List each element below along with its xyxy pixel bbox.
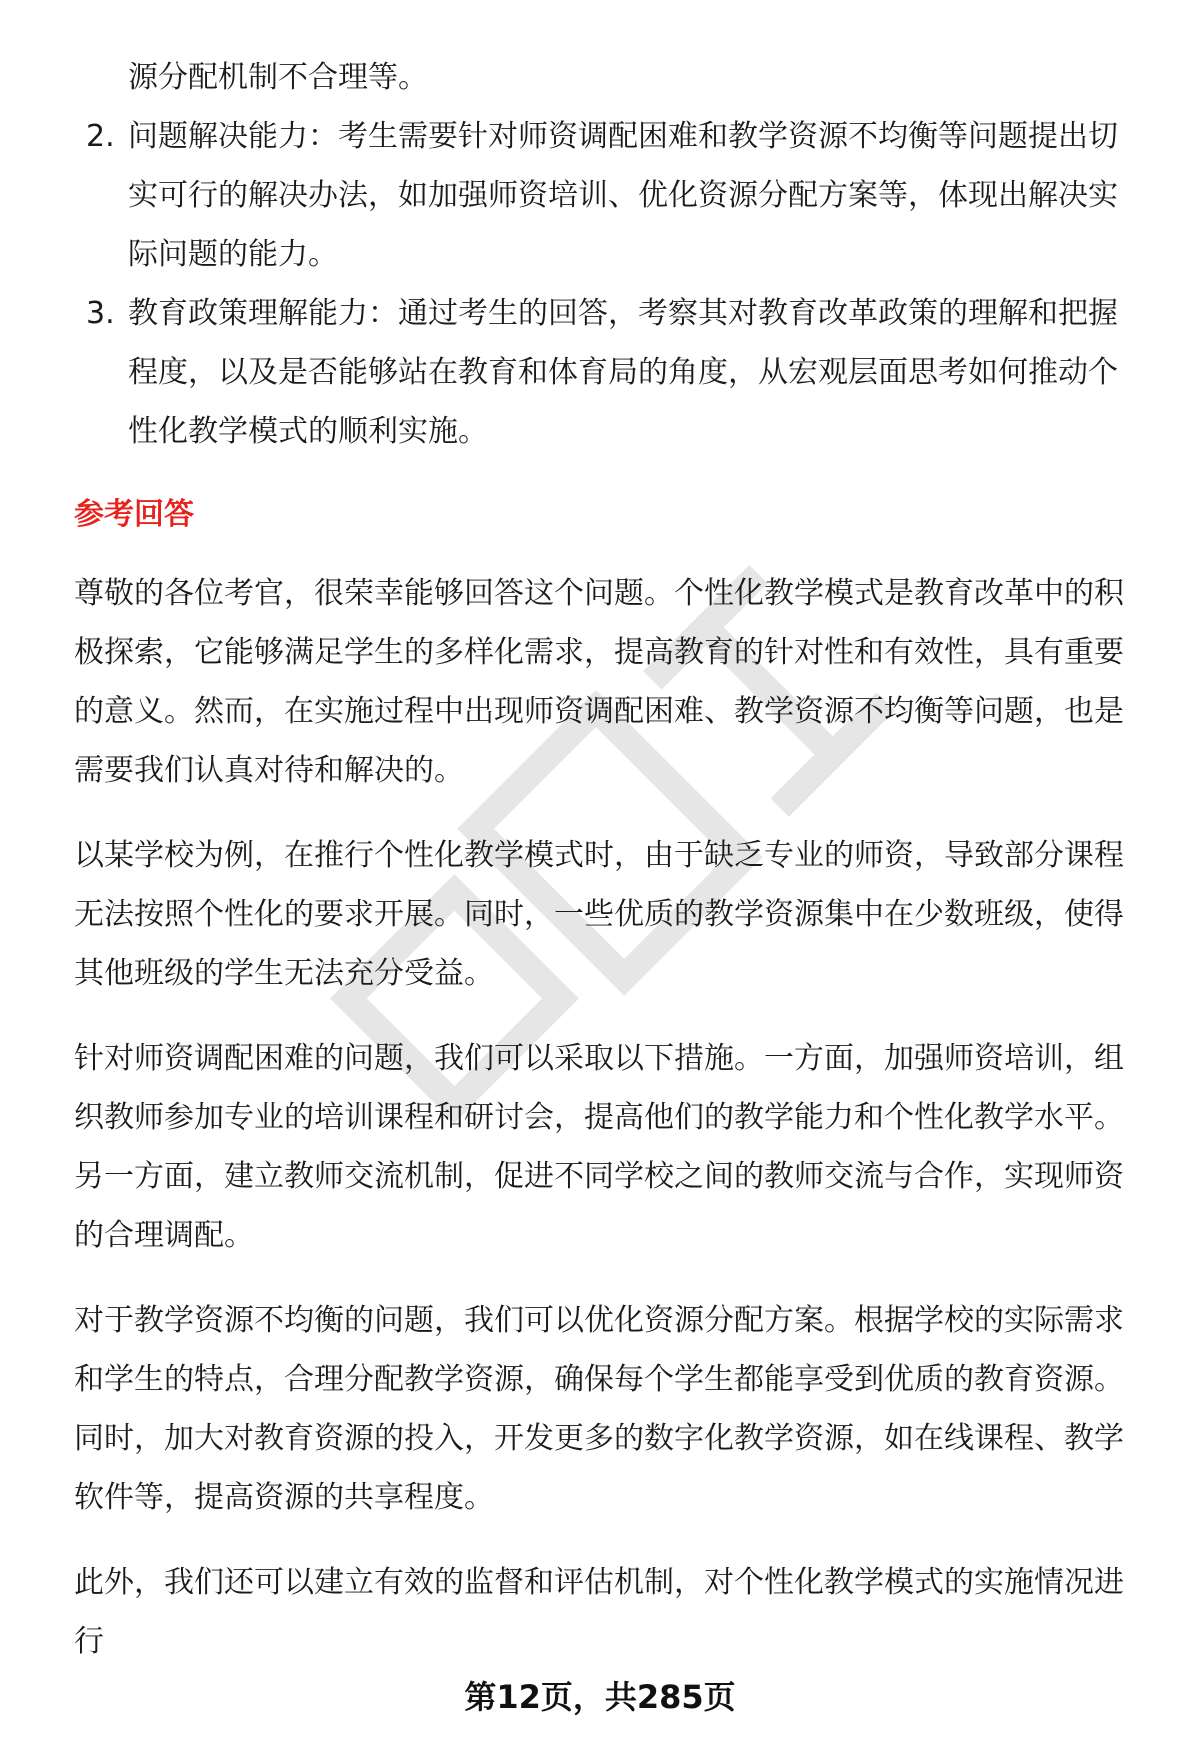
list-item	[74, 107, 1144, 284]
list-item-text: 教育政策理解能力：通过考生的回答，考察其对教育改革政策的理解和把握程度，以及是否能够站在教育和体育局的角度，从宏观层面思考如何推动个性化教学模式的顺利实施。	[128, 296, 1118, 449]
paragraph: 对于教学资源不均衡的问题，我们可以优化资源分配方案。根据学校的实际需求和学生的特点，合理分配教学资源，确保每个学生都能享受到优质的教育资源。同时，加大对教育资源的投入，开发更多的数字化教学资源，如在线课程、教学软件等，提高资源的共享程度。	[74, 1303, 1124, 1515]
numbered-list	[74, 107, 1144, 461]
section-heading: 参考回答	[74, 497, 194, 532]
document-body	[74, 48, 1144, 1671]
paragraph: 针对师资调配困难的问题，我们可以采取以下措施。一方面，加强师资培训，组织教师参加专业的培训课程和研讨会，提高他们的教学能力和个性化教学水平。另一方面，建立教师交流机制，促进不同学校之间的教师交流与合作，实现师资的合理调配。	[74, 1041, 1124, 1253]
list-item-number: 3.	[86, 296, 115, 331]
list-item	[74, 284, 1144, 461]
paragraph: 尊敬的各位考官，很荣幸能够回答这个问题。个性化教学模式是教育改革中的积极探索，它能够满足学生的多样化需求，提高教育的针对性和有效性，具有重要的意义。然而，在实施过程中出现师资调配困难、教学资源不均衡等问题，也是需要我们认真对待和解决的。	[74, 576, 1124, 788]
paragraph: 以某学校为例，在推行个性化教学模式时，由于缺乏专业的师资，导致部分课程无法按照个性化的要求开展。同时，一些优质的教学资源集中在少数班级，使得其他班级的学生无法充分受益。	[74, 838, 1124, 991]
page-number-footer: 第12页，共285页	[464, 1678, 736, 1716]
paragraph: 此外，我们还可以建立有效的监督和评估机制，对个性化教学模式的实施情况进行	[74, 1565, 1124, 1659]
list-item-text: 问题解决能力：考生需要针对师资调配困难和教学资源不均衡等问题提出切实可行的解决办法，如加强师资培训、优化资源分配方案等，体现出解决实际问题的能力。	[128, 119, 1118, 272]
list-item-number: 2.	[86, 119, 115, 154]
continuation-text: 源分配机制不合理等。	[128, 60, 428, 95]
